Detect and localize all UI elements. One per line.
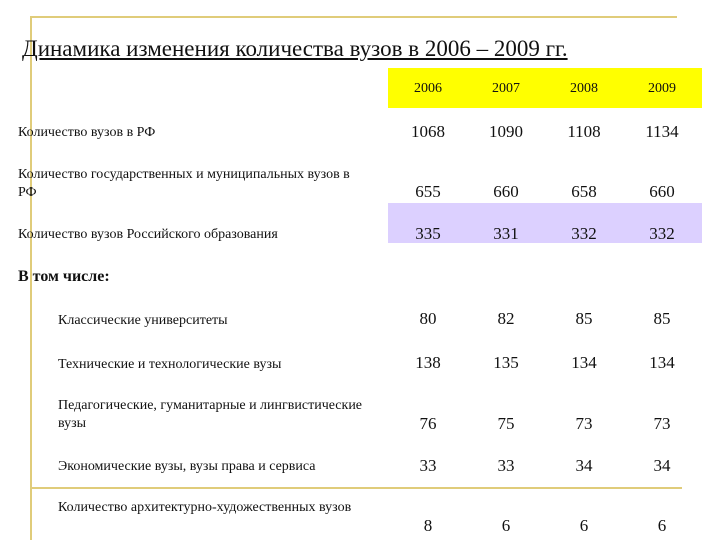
- table-cell: 6: [501, 516, 511, 535]
- subrow-label: Классические университеты: [58, 313, 228, 328]
- table-cell: 33: [497, 456, 515, 475]
- table-cell: 332: [571, 224, 597, 243]
- table-cell: 73: [575, 414, 593, 433]
- frame-top-line: [30, 16, 677, 18]
- table-cell: 85: [653, 309, 671, 328]
- subrow-label: Экономические вузы, вузы права и сервиса: [58, 459, 316, 474]
- subrow-label: Технические и технологические вузы: [58, 357, 282, 372]
- table-cell: 75: [497, 414, 515, 433]
- table-cell: 134: [571, 353, 597, 372]
- table-cell: 8: [423, 516, 433, 535]
- table-cell: 1134: [645, 122, 679, 141]
- table-cell: 34: [653, 456, 671, 475]
- year-header-cell: 2008: [570, 81, 598, 96]
- year-header-cell: 2007: [492, 81, 520, 96]
- row-label: Количество государственных и муниципальных вузов в РФ: [18, 167, 350, 200]
- table-cell: 331: [493, 224, 519, 243]
- table-cell: 1108: [567, 122, 601, 141]
- year-header-cell: 2006: [414, 81, 442, 96]
- table-cell: 1090: [489, 122, 523, 141]
- table-cell: 82: [497, 309, 515, 328]
- table-cell: 332: [649, 224, 675, 243]
- table-cell: 335: [415, 224, 441, 243]
- table-cell: 135: [493, 353, 519, 372]
- section-label: В том числе:: [18, 268, 110, 285]
- table-cell: 80: [419, 309, 437, 328]
- table-cell: 660: [649, 182, 675, 201]
- page-title: Динамика изменения количества вузов в 2006 – 2009 гг.: [22, 36, 568, 61]
- year-header-cell: 2009: [648, 81, 676, 96]
- table-cell: 73: [653, 414, 671, 433]
- table-cell: 85: [575, 309, 593, 328]
- row-label: Количество вузов Российского образования: [18, 227, 278, 242]
- table-cell: 1068: [411, 122, 445, 141]
- table-cell: 658: [571, 182, 597, 201]
- table-cell: 76: [419, 414, 437, 433]
- table-cell: 33: [419, 456, 437, 475]
- table-cell: 134: [649, 353, 675, 372]
- row-label: Количество вузов в РФ: [18, 125, 156, 140]
- table-cell: 138: [415, 353, 441, 372]
- table-cell: 34: [575, 456, 593, 475]
- subrow-label: Количество архитектурно-художественных вузов: [58, 500, 352, 515]
- table-cell: 6: [579, 516, 589, 535]
- table-cell: 655: [415, 182, 441, 201]
- frame-bottom-line: [30, 487, 682, 489]
- table-cell: 6: [657, 516, 667, 535]
- subrow-label: Педагогические, гуманитарные и лингвистические вузы: [58, 398, 363, 431]
- table-cell: 660: [493, 182, 519, 201]
